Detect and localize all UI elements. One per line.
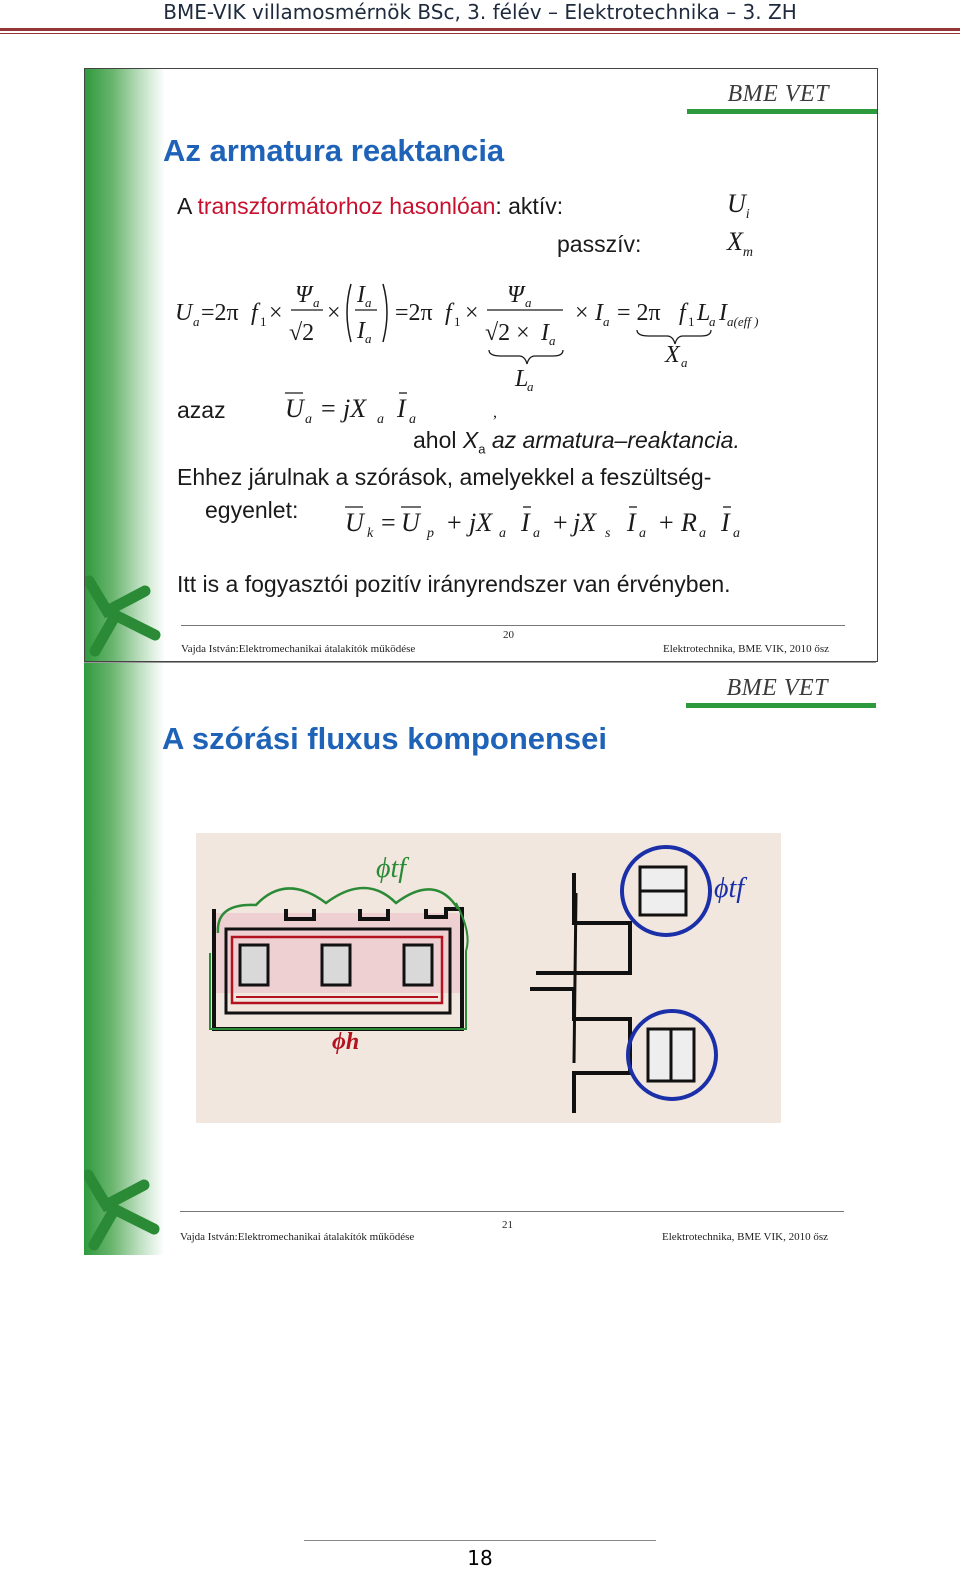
slide-number: 20 — [503, 629, 514, 641]
svg-text:I: I — [719, 300, 727, 326]
svg-text:I: I — [397, 394, 406, 423]
svg-text:=: = — [381, 508, 396, 537]
svg-text:a: a — [365, 295, 372, 310]
brand-rule — [687, 109, 877, 114]
svg-text:ϕtf: ϕtf — [376, 853, 407, 884]
slide-footer-rule — [181, 625, 845, 626]
slide-number: 21 — [502, 1219, 513, 1231]
svg-text:jX: jX — [343, 394, 367, 423]
svg-text:√2 ×: √2 × — [485, 320, 530, 346]
svg-text:L: L — [515, 366, 529, 392]
svg-text:+: + — [659, 508, 674, 537]
svg-text:×: × — [465, 300, 479, 326]
slide-footer-rule — [180, 1211, 844, 1212]
slide-title: A szórási fluxus komponensei — [162, 721, 608, 756]
slide-leakage-flux — [84, 662, 876, 1255]
svg-text:a: a — [733, 526, 740, 541]
text-ahol: ahol $X_a$ az armatura–reaktancia. — [413, 427, 740, 457]
svg-text:U: U — [175, 300, 193, 326]
svg-text:= 2π: = 2π — [617, 300, 661, 326]
svg-text:a: a — [709, 314, 716, 329]
slide-footer-course: Elektrotechnika, BME VIK, 2010 ősz — [663, 643, 829, 655]
text-a: A — [177, 193, 192, 219]
page-header — [0, 0, 960, 36]
text-azaz: azaz — [177, 397, 226, 423]
svg-text:I: I — [627, 508, 636, 537]
slide-title: Az armatura reaktancia — [163, 133, 505, 168]
svg-text:a: a — [525, 295, 532, 310]
bme-logo-icon — [85, 571, 175, 661]
svg-text:a: a — [533, 526, 540, 541]
text-highlight: transzformátorhoz hasonlóan — [197, 193, 496, 219]
text-itt: Itt is a fogyasztói pozitív irányrendszer van érvényben. — [177, 571, 731, 597]
header-rule — [0, 28, 960, 31]
slide-footer-course: Elektrotechnika, BME VIK, 2010 ősz — [662, 1231, 828, 1243]
text-line-active — [177, 193, 563, 220]
svg-text:ϕh: ϕh — [332, 1029, 360, 1055]
svg-text:×: × — [269, 300, 283, 326]
brand-label: BME VET — [727, 81, 829, 107]
svg-text:jX: jX — [469, 508, 493, 537]
document-header-title: BME-VIK villamosmérnök BSc, 3. félév – Elektrotechnika – 3. ZH — [163, 0, 797, 24]
svg-text:I: I — [357, 318, 365, 344]
text-egyenlet: egyenlet: — [205, 497, 299, 523]
svg-text:+: + — [553, 508, 568, 537]
svg-text:a: a — [549, 333, 556, 348]
slide-armature-reactance — [84, 68, 878, 662]
svg-text:L: L — [697, 300, 711, 326]
svg-text:a: a — [639, 526, 646, 541]
svg-text:√2: √2 — [289, 320, 315, 346]
symbol-ui: $U_i$ — [727, 189, 750, 223]
header-rule-thin — [0, 33, 960, 34]
symbol-xm: $X_m$ — [727, 227, 754, 261]
slide-footer-author: Vajda István:Elektromechanikai átalakítók működése — [180, 1231, 415, 1243]
equation-voltage — [341, 497, 781, 547]
svg-text:×: × — [327, 300, 341, 326]
brand-rule — [686, 703, 876, 708]
svg-text:a: a — [409, 412, 416, 427]
svg-text:a: a — [377, 412, 384, 427]
svg-text:ϕtf: ϕtf — [714, 873, 745, 904]
svg-text:a: a — [305, 412, 312, 427]
svg-text:1: 1 — [454, 314, 461, 329]
bme-logo-icon — [84, 1165, 174, 1255]
svg-text:f: f — [251, 300, 258, 326]
svg-text:a: a — [499, 526, 506, 541]
svg-text:a: a — [603, 314, 610, 329]
svg-text:f: f — [679, 300, 686, 326]
leakage-flux-sketch — [196, 833, 781, 1123]
text-aktiv: : aktív: — [495, 193, 564, 219]
brand-label: BME VET — [726, 675, 828, 701]
svg-text:a: a — [313, 295, 320, 310]
svg-text:jX: jX — [573, 508, 597, 537]
svg-text:a: a — [699, 526, 706, 541]
svg-text:×: × — [575, 300, 589, 326]
svg-text:1: 1 — [688, 314, 695, 329]
svg-text:=2π: =2π — [395, 300, 433, 326]
svg-text:I: I — [357, 282, 365, 308]
svg-text:,: , — [493, 404, 497, 421]
svg-text:Ψ: Ψ — [295, 282, 312, 308]
svg-text:I: I — [541, 320, 549, 346]
equation-armature-phasor — [281, 383, 511, 429]
svg-text:p: p — [427, 526, 434, 541]
svg-text:=: = — [321, 394, 336, 423]
svg-text:f: f — [445, 300, 452, 326]
svg-text:R: R — [681, 508, 697, 537]
svg-text:Ψ: Ψ — [507, 282, 524, 308]
svg-text:I: I — [521, 508, 530, 537]
svg-text:X: X — [665, 342, 680, 368]
svg-text:a: a — [681, 355, 688, 370]
svg-text:a: a — [365, 331, 372, 346]
equation-armature-voltage — [171, 274, 771, 399]
svg-text:U: U — [345, 508, 364, 537]
svg-text:U: U — [285, 394, 304, 423]
page-footer-rule — [304, 1540, 656, 1541]
svg-text:1: 1 — [260, 314, 267, 329]
svg-text:I: I — [721, 508, 730, 537]
svg-text:k: k — [367, 526, 374, 541]
text-line-passive: passzív: — [557, 231, 642, 257]
svg-text:+: + — [447, 508, 462, 537]
slide-footer-author: Vajda István:Elektromechanikai átalakítók működése — [181, 643, 416, 655]
svg-text:a: a — [193, 314, 200, 329]
svg-text:U: U — [401, 508, 420, 537]
svg-text:=2π: =2π — [201, 300, 239, 326]
svg-text:a: a — [527, 379, 534, 394]
text-ehhez: Ehhez járulnak a szórások, amelyekkel a feszültség- — [177, 464, 712, 490]
svg-text:I: I — [595, 300, 603, 326]
svg-text:a(eff ): a(eff ) — [727, 314, 759, 329]
page-number: 18 — [467, 1546, 493, 1570]
svg-text:s: s — [605, 526, 611, 541]
